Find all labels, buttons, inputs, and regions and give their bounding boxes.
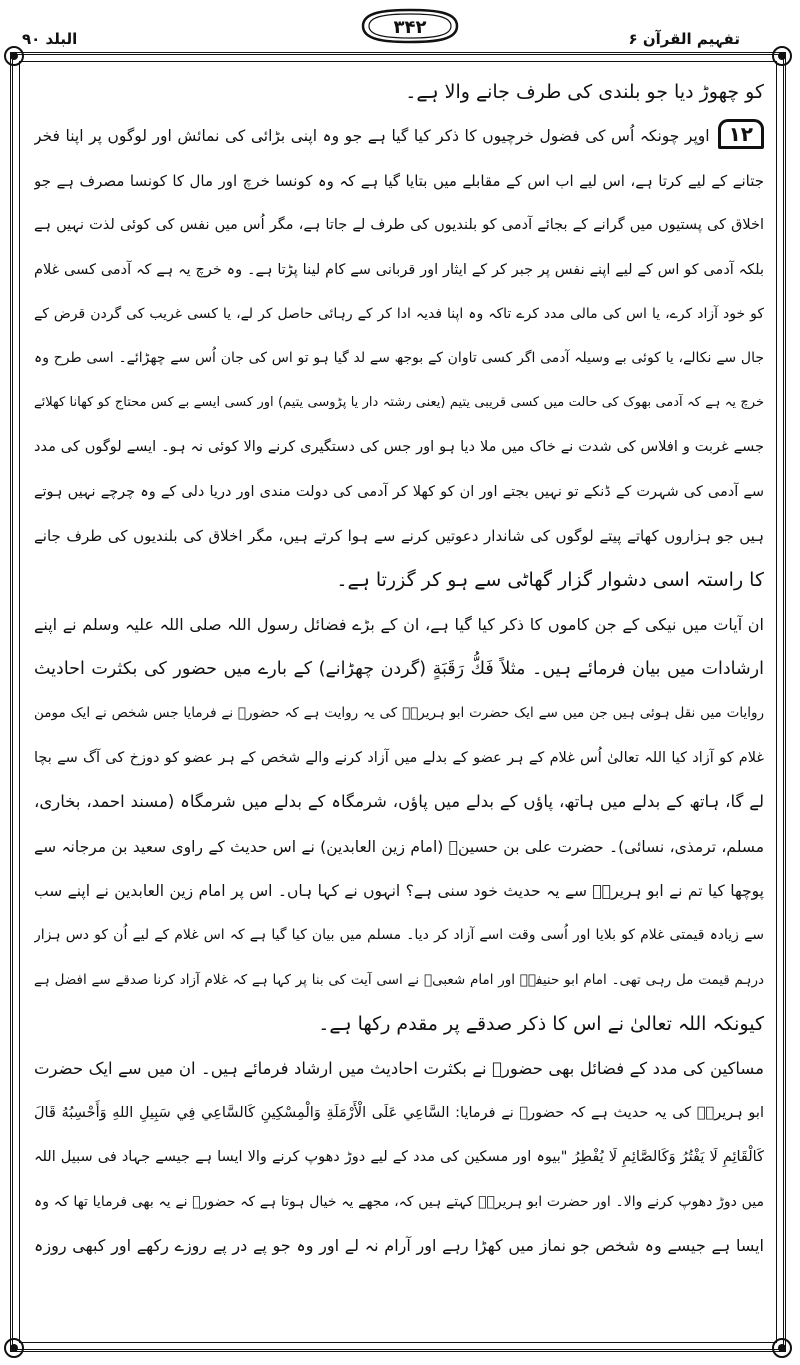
- corner-ornament-icon: [1, 1335, 27, 1361]
- text-line: [34, 514, 764, 558]
- line-text: کو چھوڑ دیا جو بلندی کی طرف جانے والا ہے۔: [405, 81, 764, 103]
- line-text: ابو ہریرہؓ کی یہ حدیث ہے کہ حضورؐ نے فرمایا: السَّاعِي عَلَى الْأَرْمَلَةِ وَالْمِسْكِينِ كَالسَّاعِي فِي سَبِيلِ اللهِ وَأَحْسِبُهُ قَالَ: [34, 1104, 764, 1121]
- line-text: ہیں جو ہزاروں کھاتے پیتے لوگوں کی شاندار دعوتیں کرنے سے ہوا کرتے ہیں، مگر اخلاق کی بلندیوں کی طرف جانے: [34, 526, 764, 545]
- line-text: مسلم، ترمذی، نسائی)۔ حضرت علی بن حسینؓ (امام زین العابدین) نے اس حدیث کے راوی سعید بن مرجانہ سے: [34, 837, 764, 856]
- line-text: ان آیات میں نیکی کے جن کاموں کا ذکر کیا گیا ہے، ان کے بڑے فضائل رسول اللہ صلی اللہ علیہ وسلم نے اپنے: [34, 614, 764, 634]
- text-line: [34, 381, 764, 425]
- book-title: تفہیم القرآن ۶: [628, 30, 740, 48]
- text-line: [34, 1180, 764, 1224]
- text-line: [34, 647, 764, 691]
- text-line: [34, 1135, 764, 1179]
- text-line: [34, 336, 764, 380]
- corner-ornament-icon: [769, 1335, 795, 1361]
- text-line: [34, 1224, 764, 1268]
- line-text: اوپر چونکہ اُس کی فضول خرچیوں کا ذکر کیا گیا ہے جو وہ اپنی بڑائی کی نمائش اور لوگوں پر اپنا فخر: [34, 127, 710, 146]
- corner-ornament-icon: [769, 43, 795, 69]
- page-body: [34, 70, 764, 1269]
- line-text: جسے غربت و افلاس کی شدت نے خاک میں ملا دیا ہو اور جس کی دستگیری کرنے والا کوئی نہ ہو۔ ایسے لوگوں کی مدد: [34, 439, 764, 456]
- line-text: کا راستہ اسی دشوار گزار گھاٹی سے ہو کر گزرتا ہے۔: [336, 569, 764, 592]
- line-text: کو خود آزاد کرے، یا اس کی مالی مدد کرے تاکہ وہ اپنا فدیہ ادا کر کے رہائی حاصل کر لے، یا کسی غریب کی گردن قرض کے: [34, 305, 764, 322]
- line-text: سے زیادہ قیمتی غلام کو بلایا اور اُسی وقت اسے آزاد کر دیا۔ مسلم میں بیان کیا گیا ہے کہ اس غلام کے لیے اُن کو دس ہزار: [34, 927, 764, 944]
- text-line: [34, 292, 764, 336]
- line-text: غلام کو آزاد کیا اللہ تعالیٰ اُس غلام کے ہر عضو کے بدلے میں آزاد کرنے والے شخص کے ہر عضو کو دوزخ کی آگ سے بچا: [34, 749, 764, 766]
- text-line: [34, 470, 764, 514]
- corner-ornament-icon: [1, 43, 27, 69]
- text-line: [34, 869, 764, 913]
- line-text: كَالْقَائِمِ لَا يَفْتُرُ وَكَالصَّائِمِ لَا يُفْطِرُ "بیوہ اور مسکین کی مدد کے لیے دوڑ دھوپ کرنے والا ایسا ہے جیسے جہاد فی سبیل اللہ: [34, 1149, 764, 1166]
- text-line: [34, 248, 764, 292]
- text-line: [34, 203, 764, 247]
- text-line: [34, 1002, 764, 1046]
- line-text: ارشادات میں بیان فرمائے ہیں۔ مثلاً فَكُّ رَقَبَةٍ (گردن چھڑانے) کے بارے میں حضور کی بکثرت احادیث: [34, 659, 764, 680]
- line-text: جتانے کے لیے کرتا ہے، اس لیے اب اس کے مقابلے میں بتایا گیا ہے کہ وہ کونسا خرچ اور مال کا کونسا مصرف ہے جو: [34, 171, 764, 190]
- line-text: سے آدمی کی شہرت کے ڈنکے تو نہیں بجتے اور ان کو کھلا کر آدمی کی دولت مندی اور دریا دلی کے وہ چرچے نہیں ہوتے: [34, 483, 764, 500]
- text-line: [34, 825, 764, 869]
- line-text: میں دوڑ دھوپ کرنے والا۔ اور حضرت ابو ہریرہؓ کہتے ہیں کہ، مجھے یہ خیال ہوتا ہے کہ حضورؐ نے یہ بھی فرمایا تھا کہ وہ: [34, 1193, 764, 1210]
- line-text: پوچھا کیا تم نے ابو ہریرہؓ سے یہ حدیث خود سنی ہے؟ انہوں نے کہا ہاں۔ اس پر امام زین العابدین نے اپنے سب: [34, 882, 764, 901]
- line-text: خرچ یہ ہے کہ آدمی بھوک کی حالت میں کسی قریبی یتیم (یعنی رشتہ دار یا پڑوسی یتیم) اور کسی ایسے بے کس محتاج کو کھانا کھلائے: [34, 394, 764, 410]
- line-text: درہم قیمت مل رہی تھی۔ امام ابو حنیفہؒ اور امام شعبیؒ نے اسی آیت کی بنا پر کہا ہے کہ غلام آزاد کرنا صدقے سے افضل ہے: [34, 971, 764, 988]
- line-text: بلکہ آدمی کو اس کے لیے اپنے نفس پر جبر کر کے ایثار اور قربانی سے کام لینا پڑتا ہے۔ وہ خرچ یہ ہے کہ آدمی کسی غلام: [34, 261, 764, 278]
- text-line: [34, 425, 764, 469]
- text-line: [34, 70, 764, 114]
- text-line: [34, 1091, 764, 1135]
- text-line: [34, 114, 764, 158]
- page-number: ۳۴۲: [393, 17, 427, 38]
- text-line: [34, 1047, 764, 1091]
- surah-label: البلد ۹۰: [22, 30, 78, 48]
- line-text: لے گا، ہاتھ کے بدلے میں ہاتھ، پاؤں کے بدلے میں پاؤں، شرمگاہ کے بدلے میں شرمگاہ (مسند احمد، بخاری،: [34, 792, 764, 812]
- line-text: روایات میں نقل ہوئی ہیں جن میں سے ایک حضرت ابو ہریرہؓ کی یہ روایت ہے کہ حضورؐ نے فرمایا جس شخص نے ایک مومن: [34, 705, 764, 722]
- page-header: [20, 8, 780, 48]
- text-line: [34, 780, 764, 824]
- line-text: اخلاق کی پستیوں میں گرانے کے بجائے آدمی کو بلندیوں کی طرف لے جاتا ہے، مگر اُس میں نفس کی کوئی لذت نہیں ہے: [34, 217, 764, 234]
- text-line: [34, 159, 764, 203]
- line-text: جال سے نکالے، یا کوئی بے وسیلہ آدمی اگر کسی تاوان کے بوجھ سے لد گیا ہو تو اس کی جان اُس سے چھڑائے۔ اسی طرح وہ: [34, 350, 764, 367]
- line-text: کیونکہ اللہ تعالیٰ نے اس کا ذکر صدقے پر مقدم رکھا ہے۔: [318, 1013, 764, 1036]
- line-text: ایسا ہے جیسے وہ شخص جو نماز میں کھڑا رہے اور آرام نہ لے اور وہ جو پے در پے روزے رکھے اور کبھی روزہ: [34, 1236, 764, 1256]
- text-line: [34, 603, 764, 647]
- text-line: [34, 736, 764, 780]
- footnote-number: ۱۲: [718, 119, 764, 149]
- text-line: [34, 958, 764, 1002]
- text-line: [34, 691, 764, 735]
- page-number-seal: [355, 8, 465, 44]
- line-text: مساکین کی مدد کے فضائل بھی حضورؐ نے بکثرت احادیث میں ارشاد فرمائے ہیں۔ ان میں سے ایک حضرت: [34, 1058, 764, 1078]
- text-line: [34, 913, 764, 957]
- text-line: [34, 558, 764, 602]
